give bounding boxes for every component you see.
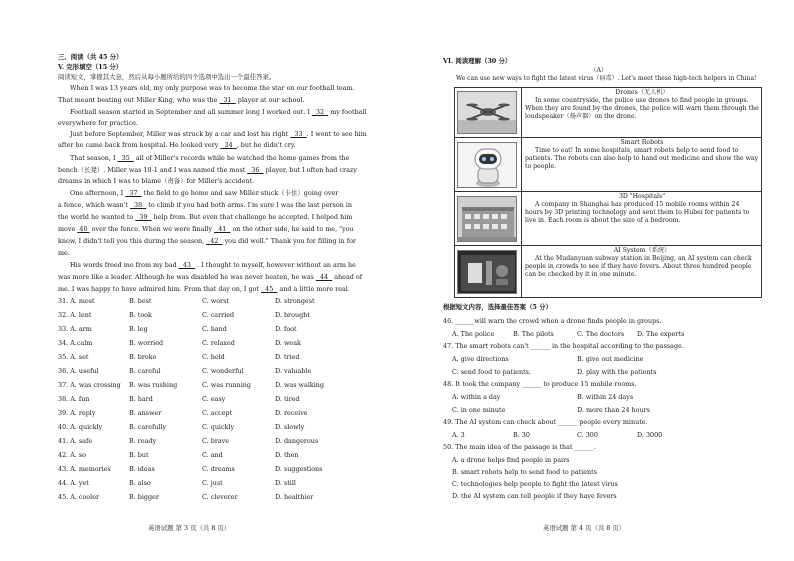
option-d[interactable]: D. suggestions xyxy=(275,465,323,473)
option-b[interactable]: B. bigger xyxy=(129,493,159,501)
option-d[interactable]: D. tried xyxy=(275,353,300,361)
option-b[interactable]: B. took xyxy=(129,311,152,319)
drone-icon xyxy=(458,92,517,134)
question-stem: 48. It took the company ______ to produce 15 mobile rooms. xyxy=(443,380,637,388)
option-a[interactable]: 37. A. was crossing xyxy=(58,381,121,389)
option-a[interactable]: 33. A. arm xyxy=(58,325,92,333)
option-b[interactable]: B. also xyxy=(129,479,151,487)
option-c[interactable]: C. technologies help people to fight the latest virus xyxy=(452,480,618,488)
passage-line: know, I didn't tell you this during the season, 42 you did well." Thank you for filling in for xyxy=(58,237,356,245)
ai-screen-icon xyxy=(458,251,517,294)
option-d[interactable]: D. then xyxy=(275,451,299,459)
option-a[interactable]: 44. A. yet xyxy=(58,479,89,487)
option-c[interactable]: C. accept xyxy=(202,409,233,417)
row-text xyxy=(525,89,759,121)
building-icon xyxy=(458,197,517,242)
passage-line: me. xyxy=(58,249,70,257)
row-text xyxy=(525,193,759,225)
option-a[interactable]: 32. A. lent xyxy=(58,311,92,319)
option-b[interactable]: B. was rushing xyxy=(129,381,178,389)
ai-screen-image xyxy=(457,250,517,294)
option-b[interactable]: B. leg xyxy=(129,325,148,333)
option-a[interactable]: 41. A. safe xyxy=(58,437,93,445)
option-d[interactable]: D. 3000 xyxy=(637,431,663,439)
row-body: Time to eat! In some hospitals, smart robots help to send food to patients. The robots can also help to hand out medicine and show the way to people. xyxy=(525,147,759,170)
passage-line: move 40 over the fence. When we were finally 41 on the other side, he said to me, "you xyxy=(58,225,354,233)
passage-line: was more like a leader. Although he was disabled he was never beaten, he was 44 ahead of xyxy=(58,273,363,281)
passage-line: One afternoon, I 37 the field to go home and saw Miller stuck（卡住）going over xyxy=(70,189,339,197)
option-c[interactable]: C. dreams xyxy=(202,465,235,473)
table-row xyxy=(455,88,761,137)
option-a[interactable]: 40. A. quickly xyxy=(58,423,103,431)
option-a[interactable]: A. The police xyxy=(452,330,495,338)
drone-image xyxy=(457,91,517,134)
option-a[interactable]: 35. A. set xyxy=(58,353,89,361)
table-row xyxy=(455,191,761,246)
option-c[interactable]: C. hand xyxy=(202,325,227,333)
option-a[interactable]: 36. A. useful xyxy=(58,367,99,375)
option-c[interactable]: C. was running xyxy=(202,381,251,389)
option-c[interactable]: C. wonderful xyxy=(202,367,244,375)
option-c[interactable]: C. just xyxy=(202,479,223,487)
option-b[interactable]: B. carefully xyxy=(129,423,167,431)
option-c[interactable]: C. in one minute xyxy=(452,406,506,414)
passage-line: a fence, which wasn't 38 to climb if you had both arms. I'm sure I was the last person in xyxy=(58,201,352,209)
option-d[interactable]: D. the AI system can tell people if they have fevers xyxy=(452,492,617,500)
robot-image xyxy=(457,142,517,188)
option-c[interactable]: C. easy xyxy=(202,395,226,403)
option-d[interactable]: D. healthier xyxy=(275,493,314,501)
passage-label: （A） xyxy=(590,66,608,74)
option-d[interactable]: D. weak xyxy=(275,339,301,347)
page-footer: 英语试题 第 4 页（共 8 页） xyxy=(543,524,626,532)
option-c[interactable]: C. relaxed xyxy=(202,339,235,347)
option-c[interactable]: C. cleverer xyxy=(202,493,238,501)
option-d[interactable]: D. tired xyxy=(275,395,300,403)
option-b[interactable]: B. give out medicine xyxy=(577,355,644,363)
row-title: Drones（无人机） xyxy=(615,89,669,96)
passage-line: everywhere for practice. xyxy=(58,119,138,127)
option-d[interactable]: D. The experts xyxy=(637,330,685,338)
option-a[interactable]: 34. A.calm xyxy=(58,339,93,347)
robot-icon xyxy=(458,143,517,188)
option-b[interactable]: B. hard xyxy=(129,395,153,403)
option-a[interactable]: A. a drone helps find people in pairs xyxy=(452,456,570,464)
passage-line: dreams in which I was to blame（责备）for Miller's accident. xyxy=(58,177,255,185)
option-d[interactable]: D. foot xyxy=(275,325,297,333)
option-d[interactable]: D. was walking xyxy=(275,381,324,389)
option-c[interactable]: C. worst xyxy=(202,297,229,305)
option-b[interactable]: B. best xyxy=(129,297,152,305)
row-body: In some countryside, the police use drones to find people in groups. When they are found by the drones, the police will warn them through the loudspeaker（扬声器）on the drone. xyxy=(525,97,759,120)
option-d[interactable]: D. strongest xyxy=(275,297,315,305)
option-b[interactable]: B. ideas xyxy=(129,465,155,473)
option-c[interactable]: C. The doctors xyxy=(577,330,625,338)
option-d[interactable]: D. dangerous xyxy=(275,437,319,445)
passage-line: Just before September, Miller was struck by a car and lost his right 33 . I went to see him xyxy=(70,130,367,138)
helpers-table xyxy=(454,87,762,298)
building-image xyxy=(457,196,517,242)
passage-line: When I was 13 years old, my only purpose was to become the star on our football team. xyxy=(70,84,355,92)
passage-line: me. I was happy to have admired him. From that day on, I got 45 and a little more real. xyxy=(58,285,350,293)
option-a[interactable]: A. within a day xyxy=(452,393,501,401)
questions-heading: 根据短文内容，选择最佳答案（5 分） xyxy=(443,303,552,311)
option-b[interactable]: B. answer xyxy=(129,409,162,417)
row-text xyxy=(525,139,759,171)
passage-line: That season, I 35 all of Miller's records while he watched the home games from the xyxy=(70,154,350,162)
option-a[interactable]: 39. A. reply xyxy=(58,409,96,417)
option-a[interactable]: A. give directions xyxy=(452,355,509,363)
option-b[interactable]: B. broke xyxy=(129,353,157,361)
cloze-instruction: 阅读短文，掌握其大意，然后从每小题所给的四个选项中选出一个最佳答案。 xyxy=(58,73,276,81)
row-body: A company in Shanghai has produced 15 mobile rooms within 24 hours by 3D printing technology and sent them to Hubei for patients to live in. Each room is about the size of a bedroom. xyxy=(525,201,750,224)
row-title: Smart Robots xyxy=(620,139,664,146)
row-title: AI System（系统） xyxy=(613,247,671,254)
option-c[interactable]: C. held xyxy=(202,353,225,361)
question-stem: 50. The main idea of the passage is that ______. xyxy=(443,443,596,451)
question-stem: 47. The smart robots can't ______ in the hospital according to the passage. xyxy=(443,342,684,350)
option-c[interactable]: C. carried xyxy=(202,311,235,319)
row-title: 3D "Hospitals" xyxy=(618,193,666,200)
question-stem: 46. ______will warn the crowd when a drone finds people in groups. xyxy=(443,317,662,325)
option-d[interactable]: D. receive xyxy=(275,409,308,417)
option-d[interactable]: D. slowly xyxy=(275,423,305,431)
cloze-heading: V. 完形填空（15 分） xyxy=(58,63,123,71)
table-row xyxy=(455,245,761,298)
option-a[interactable]: 43. A. memories xyxy=(58,465,111,473)
passage-line: bench（长凳）. Miller was 10-1 and I was named the most 36 player, but I often had crazy xyxy=(58,166,357,174)
option-c[interactable]: C. and xyxy=(202,451,223,459)
passage-line: That meant beating out Miller King, who was the 31 player at our school. xyxy=(58,96,305,104)
passage-intro: We can use new ways to fight the latest virus（病毒）. Let's meet these high-tech helpers in China! xyxy=(456,75,757,82)
row-text xyxy=(525,247,759,279)
option-c[interactable]: C. brave xyxy=(202,437,230,445)
option-a[interactable]: 38. A. fun xyxy=(58,395,90,403)
option-b[interactable]: B. worried xyxy=(129,339,164,347)
option-d[interactable]: D. brought xyxy=(275,311,310,319)
option-a[interactable]: 45. A. cooler xyxy=(58,493,100,501)
passage-line: Football season started in September and all summer long I worked out. I 32 my football xyxy=(70,108,367,116)
option-b[interactable]: B. The pilots xyxy=(513,330,554,338)
option-b[interactable]: B. smart robots help to send food to patients xyxy=(452,468,597,476)
passage-line: His words freed me from my bad 43 . I thought to myself, however without an arm he xyxy=(70,261,356,269)
table-row xyxy=(455,137,761,192)
option-d[interactable]: D. valuable xyxy=(275,367,312,375)
option-c[interactable]: C. quickly xyxy=(202,423,235,431)
option-d[interactable]: D. more than 24 hours xyxy=(577,406,650,414)
passage-line: the world he wanted to 39 help from. But even that challenge he accepted. I helped him xyxy=(58,213,353,221)
option-a[interactable]: A. 3 xyxy=(452,431,465,439)
reading-heading: VI. 阅读理解（30 分） xyxy=(443,57,512,65)
option-b[interactable]: B. ready xyxy=(129,437,157,445)
option-c[interactable]: C. send food to patients. xyxy=(452,368,531,376)
option-a[interactable]: 31. A. most xyxy=(58,297,95,305)
option-d[interactable]: D. still xyxy=(275,479,296,487)
option-d[interactable]: D. play with the patients xyxy=(577,368,657,376)
page-footer: 英语试题 第 3 页（共 8 页） xyxy=(148,524,231,532)
passage-line: after he came back from hospital. He looked very 34 , but he didn't cry. xyxy=(58,141,296,149)
option-b[interactable]: B. within 24 days xyxy=(577,393,634,401)
option-c[interactable]: C. 300 xyxy=(577,431,598,439)
option-a[interactable]: 42. A. so xyxy=(58,451,86,459)
section-heading: 三、阅读（共 45 分） xyxy=(58,53,123,61)
option-b[interactable]: B. careful xyxy=(129,367,161,375)
option-b[interactable]: B. but xyxy=(129,451,149,459)
row-body: At the Mudanyuan subway station in Beijing, an AI system can check people in crowds to see if they have fevers. About three hundred people can be checked by it in one minute. xyxy=(525,255,752,278)
question-stem: 49. The AI system can check about ______ people every minute. xyxy=(443,418,648,426)
option-b[interactable]: B. 30 xyxy=(513,431,530,439)
